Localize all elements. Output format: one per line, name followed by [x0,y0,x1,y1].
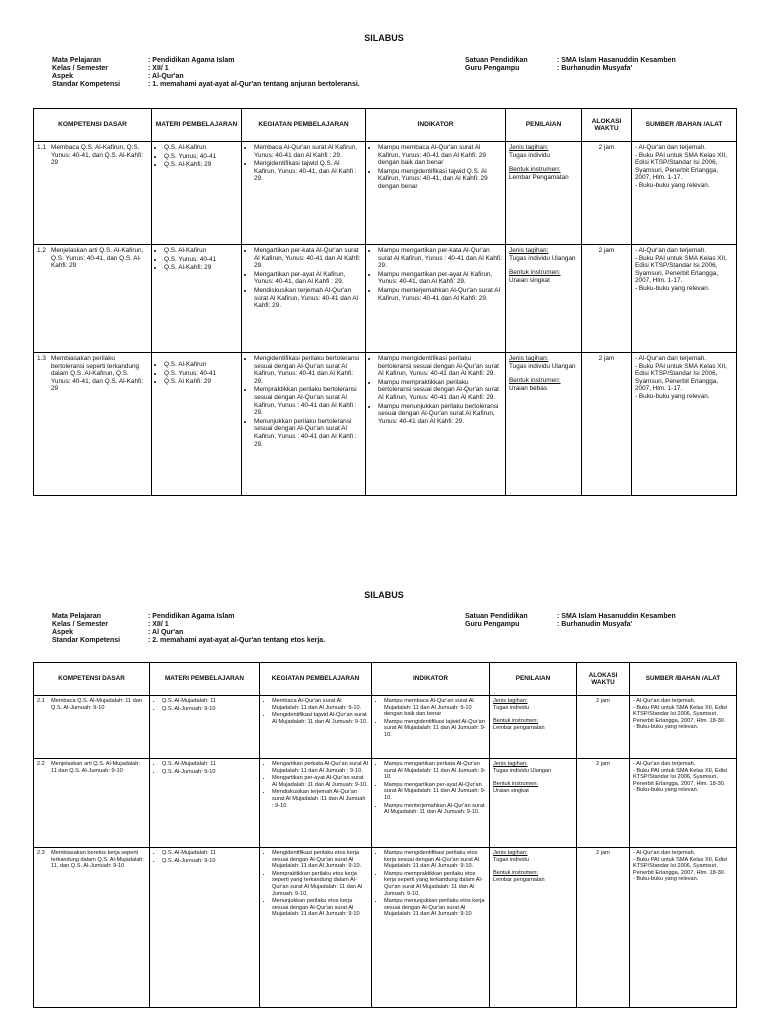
kegiatan-cell [242,142,366,245]
table-row [34,353,737,496]
sumber-item: - Buku-buku yang relevan. [635,284,710,292]
bentuk-value: Lembar pengamatan [493,724,545,731]
kd-number: 1.1 [37,144,46,151]
header-cell: KEGIATAN PEMBELAJARAN [260,663,372,696]
list-item: • Mampu mempraktikkan perilaku bertoleransi sesuai dengan Al-Qur'an surat Al Kafirun, Yunus: 40-41 dan Al Kahfi: 29. [378,379,502,402]
bentuk-label: Bentuk instrumen: [493,718,539,725]
meta-right [465,57,676,73]
jenis-label: Jenis tagihan: [509,247,549,254]
jenis-label: Jenis tagihan: [509,355,549,362]
meta-value: : XII/ 1 [148,65,169,72]
meta-value: : Al-Qur'an [148,73,184,80]
sumber-item: - Buku-buku yang relevan. [635,181,710,189]
bentuk-label: Bentuk instrumen: [493,781,539,788]
list-item: • Q.S. Al-Kahfi; 29 [164,264,238,272]
alokasi-cell: 2 jam [577,696,630,759]
meta-row [52,73,360,81]
list-item: • Mempraktikkan perilaku etos kerja seperti yang terkandung dalam Al-Qur'an surat Al Mujadalah: 11 dan Al Jumuah: 9-10. [272,871,368,897]
sumber-item: - Buku-buku yang relevan. [633,876,699,883]
list-item: • Q.S. Al-Jumuah: 9-10 [162,858,256,865]
meta-key: Kelas / Semester [52,621,109,628]
indikator-cell [366,245,506,353]
header-cell: PENILAIAN [490,663,577,696]
bentuk-label: Bentuk instrumen: [509,269,561,277]
silabus-table [33,108,737,496]
indikator-cell [372,696,490,759]
meta-row [52,81,360,89]
alokasi-cell: 2 jam [582,353,632,496]
kd-text: Membiasakan beretos kerja seperti terkandung dalam Q.S. Al-Mujadalah: 11, dan Q.S. Al-Jumuah: 9-10 [51,850,144,870]
sumber-item: - Buku-buku yang relevan. [633,724,699,731]
bentuk-value: Uraian singkat [509,276,550,284]
list-item: • Mampu mengidentifikasi perilaku bertoleransi sesuai dengan Al-Qur'an surat Al Kafirun, Yunus: 40-41 dan Al Kahfi: 29. [378,355,502,378]
list-item: • Membaca Al-Qur'an surat Al Kafirun, Yunus: 40-41 dan Al Kahfi : 29. [254,144,362,159]
kd-text: Menjelaskan arti Q.S. Al-Kafirun, Q.S. Yunus: 40-41, dan Q.S. Al-Kahfi: 29 [51,247,144,270]
kegiatan-cell [242,353,366,496]
header-cell: SUMBER /BAHAN /ALAT [632,109,737,142]
sumber-item: - Buku PAI untuk SMA Kelas XII, Edisi KTSP/Standar Isi 2006, Syamsuri, Penerbit Erlangga, 2007, Hlm. 1-17. [635,254,727,285]
kd-cell [34,696,150,759]
kd-cell [34,245,152,353]
jenis-value: Tugas individu [509,151,550,159]
list-item: • Membaca Al-Qur'an surat Al Mujadalah: 11 dan Al Jumuah: 9-10. [272,698,368,711]
meta-value: : SMA Islam Hasanuddin Kesamben [557,613,676,620]
list-item: • Q.S. Yunus: 40-41 [164,370,238,378]
table-header-row [34,109,737,142]
list-item: • Mampu mengartikan per-ayat Al-Qur'an surat Al Mujadalah: 11 dan Al Jumuah: 9-10. [384,782,486,802]
kd-text: Menjelaskan arti Q.S. Al-Mujadalah: 11 dan Q.S. Al-Jumuah: 9-10 [51,761,140,774]
list-item: • Mengartikan per-kata Al-Qur'an surat Al Kafirun, Yunus: 40-41 dan Al Kahfi: 29. [254,247,362,270]
list-item: • Q.S. Al-Mujadalah: 11 [162,698,256,705]
penilaian-cell [490,696,577,759]
meta-row [52,57,360,65]
meta-left [52,613,325,645]
materi-cell [150,848,260,1008]
list-item: • Q.S. Al-Kahfi; 29 [164,161,238,169]
list-item: • Mengidentifikasi tajwid Al-Qur'an surat Al Mujadalah: 11 dan Al Jumuah: 9-10. [272,712,368,725]
table-row [34,142,737,245]
alokasi-cell: 2 jam [582,142,632,245]
list-item: • Mendiskusikan terjemah Al-Qur'an surat Al Kafirun, Yunus: 40-41 dan Al Kahfi: 29. [254,287,362,310]
table-row [34,759,737,848]
bentuk-value: Lembar Pengamatan [509,173,569,181]
list-item: • Mengartikan per-ayat Al-Qur'an surat Al Mujadalah: 11 dan Al Jumuah: 9-10. [272,775,368,788]
list-item: • Mampu menterjemahkan Al-Qur'an surat Al Mujadalah: 11 dan Al Jumuah: 9-10. [384,803,486,816]
header-cell: KEGIATAN PEMBELAJARAN [242,109,366,142]
sumber-item: - Buku PAI untuk SMA Kelas XII, Edisi KTSP/Standar Isi 2006, Syamsuri, Penerbit Erlangga, 2007, Hlm. 18-30. [633,856,728,876]
penilaian-cell [490,848,577,1008]
meta-key: Aspek [52,629,74,636]
meta-left [52,57,360,89]
list-item: • Q.S. Yunus; 40-41 [164,153,238,161]
jenis-label: Jenis tagihan: [493,850,528,856]
header-cell: SUMBER /BAHAN /ALAT [630,663,737,696]
jenis-label: Jenis tagihan: [493,761,528,767]
sumber-item: - Al-Qur'an dan terjemah. [633,850,696,856]
kd-number: 2.2 [37,761,45,767]
penilaian-cell [506,353,582,496]
list-item: • Mengartikan perkata Al-Qur'an surat Al Mujadalah: 11 dan Al Jumuah : 9-10. [272,761,368,774]
jenis-value: Tugas individu [493,856,529,863]
kd-text: Membaca Q.S. Al-Kafirun, Q.S. Yunus: 40-41, dan Q.S. Al-Kahfi: 29 [51,144,144,167]
meta-value: : SMA Islam Hasanuddin Kesamben [557,57,676,64]
penilaian-cell [506,245,582,353]
silabus-table [33,662,737,1008]
meta-row [52,65,360,73]
jenis-value: Tugas individu [493,704,529,711]
meta-value: : Pendidikan Agama Islam [148,57,235,64]
list-item: • Q.S. Al-Kafirun [164,247,238,255]
list-item: • Q.S. Al-Kafirun [164,361,238,369]
list-item: • Mampu mengartikan per-ayat Al Kafirun, Yunus: 40-41, dan Al Kahfi: 29. [378,271,502,286]
meta-row [465,613,676,621]
alokasi-cell: 2 jam [582,245,632,353]
materi-cell [150,759,260,848]
list-item: • Mengidentifikasi perilaku etos kerja sesuai dengan Al-Qur'an surat Al Mujadalah: 11 dan Al Jumuah: 9-10. [272,850,368,870]
penilaian-cell [506,142,582,245]
list-item: • Mampu menunjukkan perilaku etos kerja sesuai dengan Al-Qur'an surat Al Mujadalah: 11 dan Al Jumuah: 9-10 [384,898,486,918]
indikator-cell [372,759,490,848]
sumber-item: - Buku PAI untuk SMA Kelas XII, Edisi KTSP/Standar Isi 2006, Syamsuri, Penerbit Erlangga, 2007, Hlm. 1-17. [635,362,727,393]
list-item: • Q.S. Yunus: 40-41 [164,256,238,264]
meta-value: : Al Qur'an [148,629,184,636]
list-item: • Mengidentifikasi perilaku bertoleransi sesuai dengan Al-Qur'an surat Al Kafirun, Yunus: 40-41 dan Al Kahfi: 29. [254,355,362,385]
meta-key: Kelas / Semester [52,65,109,72]
meta-value: : Pendidikan Agama Islam [148,613,235,620]
sumber-item: - Buku-buku yang relevan. [633,787,699,794]
page-title: SILABUS [364,590,404,600]
kd-cell [34,759,150,848]
meta-key: Satuan Pendidikan [465,57,528,64]
meta-right [465,613,676,629]
list-item: • Mengartikan per-ayat Al Kafirun, Yunus: 40-41, dan Al Kahfi : 29. [254,271,362,286]
list-item: • Mampu mempraktikkan perilaku etos kerja seperti yang terkandung dalam Al-Qur'an surat Al Mujadalah: 11 dan Al Jumuah: 9-10. [384,871,486,897]
meta-key: Guru Pengampu [465,621,520,628]
list-item: • Mampu membaca Al-Qur'an surat Al Kafirun, Yunus: 40-41 dan Al Kahfi: 29 dengan baik dan benar [378,144,502,167]
sumber-item: - Buku-buku yang relevan. [635,392,710,400]
indikator-cell [366,142,506,245]
materi-cell [150,696,260,759]
meta-value: : Burhanudin Musyafa' [557,621,633,628]
bentuk-value: Uraian singkat [493,787,529,794]
jenis-label: Jenis tagihan: [493,698,528,704]
kd-number: 2.1 [37,698,45,704]
sumber-item: - Al-Qur'an dan terjemah. [635,144,707,151]
meta-row [52,637,325,645]
header-cell: INDIKATOR [366,109,506,142]
header-cell: ALOKASI WAKTU [582,109,632,142]
sumber-cell [630,696,737,759]
table-row [34,848,737,1008]
kd-cell [34,142,152,245]
materi-cell [152,245,242,353]
sumber-item: - Al-Qur'an dan terjemah. [633,698,696,704]
list-item: • Mampu mengidentifikasi perilaku etos kerja sesuai dengan Al-Qur'an surat Al Mujadalah: 11 dan Al Jumuah: 9-10. [384,850,486,870]
table-row [34,245,737,353]
table-row [34,696,737,759]
bentuk-value: Lembar pengamatan [493,876,545,883]
meta-key: Mata Pelajaran [52,57,102,64]
bentuk-value: Uraian bebas [509,384,548,392]
sumber-cell [632,353,737,496]
list-item: • Mampu mengidentifikasi tajwid Al-Qur'an surat Al Mujadalah: 11 dan Al Jumuah: 9-10. [384,719,486,739]
sumber-cell [630,759,737,848]
bentuk-label: Bentuk instrumen: [493,870,539,877]
table-header-row [34,663,737,696]
bentuk-label: Bentuk instrumen: [509,377,561,385]
sumber-item: - Al-Qur'an dan terjemah. [633,761,696,767]
list-item: • Menunjukkan perilaku etos kerja sesuai dengan Al-Qur'an surat Al Mujadalah: 11 dan Al Jumuah: 9-10 [272,898,368,918]
list-item: • Q.S. Al-Mujadalah: 11 [162,761,256,768]
materi-cell [152,353,242,496]
list-item: • Mempraktikkan perilaku bertoleransi sesuai dengan Al-Qur'an surat Al Kafirun, Yunus : 40-41 dan Al Kahfi : 29. [254,386,362,416]
list-item: • Mendiskusikan terjemah Al-Qur'an surat Al Mujadalah :11 dan Al Jumuah : 9-10 [272,789,368,809]
jenis-value: Tugas individu Ulangan [509,362,576,370]
header-cell: KOMPETENSI DASAR [34,109,152,142]
meta-value: : Burhanudin Musyafa' [557,65,633,72]
kegiatan-cell [260,696,372,759]
list-item: • Q.S. Al Kahfi: 29 [164,378,238,386]
list-item: • Q.S. Al-Jumuah: 9-10 [162,769,256,776]
header-cell: KOMPETENSI DASAR [34,663,150,696]
sumber-cell [632,142,737,245]
header-cell: MATERI PEMBELAJARAN [150,663,260,696]
sumber-item: - Al-Qur'an dan terjemah. [635,355,707,362]
list-item: • Mengidentifikasi tajwid Q.S. Al Kafirun, Yunus: 40-41, dan Al Kahfi : 29. [254,160,362,183]
list-item: • Mampu membaca Al-Qur'an surat Al Mujadalah: 11 dan Al Jumuah: 9-10 dengan baik dan benar [384,698,486,718]
bentuk-label: Bentuk instrumen: [509,166,561,174]
sumber-item: - Buku PAI untuk SMA Kelas XII, Edisi KTSP/Standar Isi 2006, Syamsuri, Penerbit Erlangga, 2007, Hlm. 18-30. [633,767,728,787]
sumber-cell [632,245,737,353]
page-title: SILABUS [364,33,404,43]
kd-text: Membiasakan perilaku bertoleransi seperti terkandung dalam Q.S. Al-Kafirun, Q.S. Yunus: 40-41, dan Q.S. Al-Kahfi: 29 [51,355,144,393]
list-item: • Q.S. Al-Kafirun [164,144,238,152]
kd-number: 1.3 [37,355,46,362]
list-item: • Q.S. Al-Mujadalah: 11 [162,850,256,857]
sumber-item: - Al-Qur'an dan terjemah. [635,247,707,254]
kd-cell [34,848,150,1008]
list-item: • Mampu menterjemahkan Al-Qur'an surat Al Kafirun, Yunus: 40-41 dan Al Kahfi: 29. [378,287,502,302]
sumber-item: - Buku PAI untuk SMA Kelas XII, Edisi KTSP/Standar Isi 2006, Syamsuri, Penerbit Erlangga, 2007, Hlm. 1-17. [635,151,727,182]
meta-row [465,621,676,629]
meta-row [52,621,325,629]
jenis-value: Tugas individu Ulangan [493,767,552,774]
meta-key: Guru Pengampu [465,65,520,72]
header-cell: ALOKASI WAKTU [577,663,630,696]
kd-cell [34,353,152,496]
meta-key: Satuan Pendidikan [465,613,528,620]
kd-number: 1.2 [37,247,46,254]
header-cell: PENILAIAN [506,109,582,142]
meta-row [465,65,676,73]
kegiatan-cell [260,759,372,848]
list-item: • Q.S. Al-Jumuah: 9-10 [162,706,256,713]
alokasi-cell: 2 jam [577,759,630,848]
sumber-item: - Buku PAI untuk SMA Kelas XII, Edisi KTSP/Standar Isi 2006, Syamsuri, Penerbit Erlangga, 2007, Hlm. 18-30. [633,704,728,724]
header-cell: INDIKATOR [372,663,490,696]
materi-cell [152,142,242,245]
meta-row [52,613,325,621]
meta-value: : 1. memahami ayat-ayat al-Qur'an tentang anjuran bertoleransi. [148,81,360,88]
meta-value: : 2. memahami ayat-ayat al-Qur'an tentang etos kerja. [148,637,326,644]
list-item: • Menunjukkan perilaku bertoleransi sesuai dengan Al-Qur'an surat Al Kafirun, Yunus : 40-41 dan Al Kahfi : 29. [254,418,362,448]
meta-key: Standar Kompetensi [52,81,121,88]
meta-row [465,57,676,65]
meta-row [52,629,325,637]
meta-key: Aspek [52,73,74,80]
list-item: • Mampu menunjukkan perilaku bertoleransi sesuai dengan Al-Qur'an surat Al Kafirun, Yunus: 40-41 dan Al Kahfi: 29. [378,403,502,426]
kd-number: 2.3 [37,850,45,856]
jenis-value: Tugas individu Ulangan [509,254,576,262]
header-cell: MATERI PEMBELAJARAN [152,109,242,142]
kegiatan-cell [242,245,366,353]
meta-key: Standar Kompetensi [52,637,121,644]
alokasi-cell: 2 jam [577,848,630,1008]
list-item: • Mampu mengartikan perkata Al-Qur'an surat Al Mujadalah: 11 dan Al Jumuah: 9-10. [384,761,486,781]
meta-value: : XII/ 1 [148,621,169,628]
indikator-cell [372,848,490,1008]
meta-key: Mata Pelajaran [52,613,102,620]
indikator-cell [366,353,506,496]
list-item: • Mampu mengartikan per-kata Al-Qur'an surat Al Kafirun, Yunus : 40-41 dan Al Kahfi: 29. [378,247,502,270]
list-item: • Mampu mengidentifikasi tajwid Q.S. Al Kafirun, Yunus: 40-41, dan Al Kahfi: 29 dengan benar [378,168,502,191]
kegiatan-cell [260,848,372,1008]
penilaian-cell [490,759,577,848]
jenis-label: Jenis tagihan: [509,144,549,151]
sumber-cell [630,848,737,1008]
kd-text: Membaca Q.S. Al-Mujadalah: 11 dan Q.S. Al-Jumuah: 9-10 [51,698,142,711]
